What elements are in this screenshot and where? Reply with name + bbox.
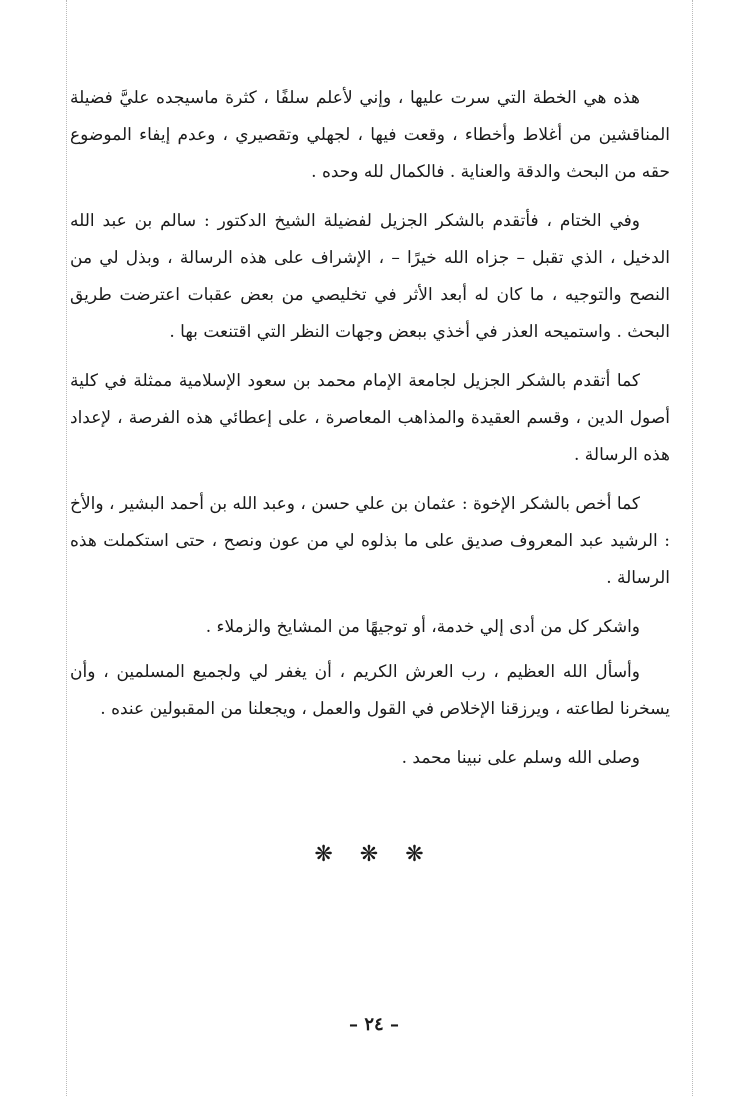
scan-margin-line-left [66,0,67,1096]
paragraph-thanks-all: واشكر كل من أدى إلي خدمة، أو توجيهًا من المشايخ والزملاء . [205,617,640,637]
scan-margin-line-right [692,0,693,1096]
paragraph-thanks-university: كما أتقدم بالشكر الجزيل لجامعة الإمام محمد بن سعود الإسلامية ممثلة في كلية أصول الدين ، وقسم العقيدة والمذاهب المعاصرة ، على إعطائي هذه الفرصة ، لإعداد هذه الرسالة . [70,371,670,465]
paragraph-supplication: وأسأل الله العظيم ، رب العرش الكريم ، أن يغفر لي ولجميع المسلمين ، وأن يسخرنا لطاعته ، ويرزقنا الإخلاص في القول والعمل ، ويجعلنا من المقبولين عنده . [70,662,670,719]
paragraph-methodology: هذه هي الخطة التي سرت عليها ، وإني لأعلم سلفًا ، كثرة ماسيجده عليَّ فضيلة المناقشين من أغلاط وأخطاء ، وقعت فيها ، لجهلي وتقصيري ، وعدم إيفاء الموضوع حقه من البحث والدقة والعناية . فالكمال لله وحده . [70,88,670,182]
page-body [70,80,670,789]
page-number: – ٢٤ – [349,1014,399,1035]
paragraph-closing-prayer: وصلى الله وسلم على نبينا محمد . [401,748,640,768]
paragraph-thanks-brothers: كما أخص بالشكر الإخوة : عثمان بن علي حسن ، وعبد الله بن أحمد البشير ، والأخ : الرشيد عبد المعروف صديق على ما بذلوه لي من عون ونصح ، حتى استكملت هذه الرسالة . [70,494,670,588]
section-separator: ❋ ❋ ❋ [314,842,434,867]
paragraph-thanks-supervisor: وفي الختام ، فأتقدم بالشكر الجزيل لفضيلة الشيخ الدكتور : سالم بن عبد الله الدخيل ، الذي تقبل – جزاه الله خيرًا – ، الإشراف على هذه الرسالة ، وبذل لي من النصح والتوجيه ، ما كان له أبعد الأثر في تخليصي من بعض عقبات اعترضت طريق البحث . واستميحه العذر في أخذي ببعض وجهات النظر التي اقتنعت بها . [70,211,670,342]
